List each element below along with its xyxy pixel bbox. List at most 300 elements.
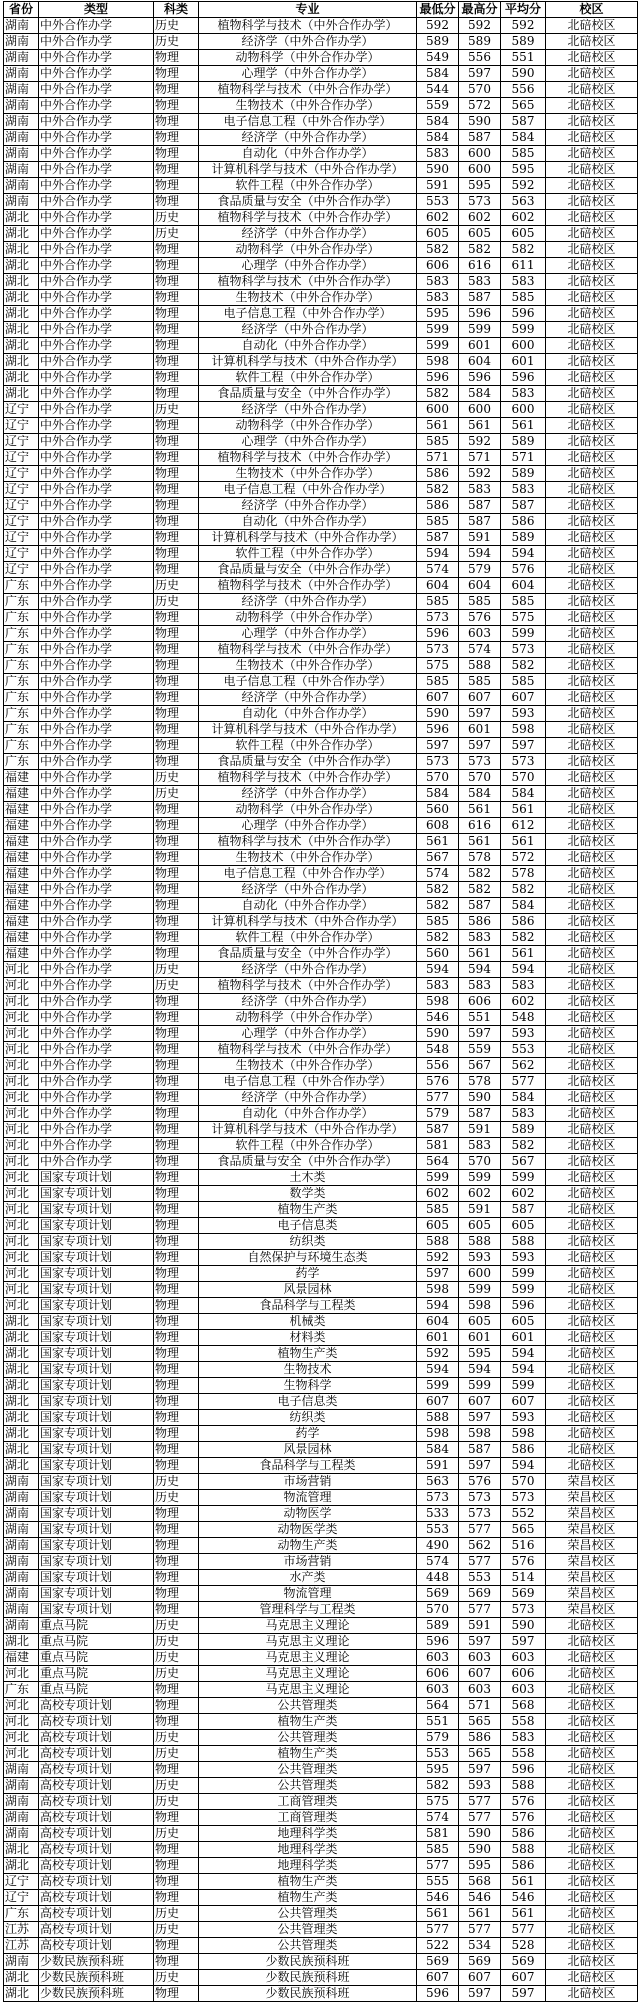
campus-cell: 北碚校区 — [546, 194, 638, 210]
province-cell: 河北 — [4, 1154, 39, 1170]
avg-score-cell: 599 — [501, 1282, 546, 1298]
table-row — [4, 242, 638, 258]
table-row — [4, 994, 638, 1010]
avg-score-cell: 583 — [501, 978, 546, 994]
campus-cell: 北碚校区 — [546, 354, 638, 370]
province-cell: 福建 — [4, 882, 39, 898]
campus-cell: 北碚校区 — [546, 50, 638, 66]
table-row — [4, 706, 638, 722]
table-row — [4, 1106, 638, 1122]
table-row — [4, 434, 638, 450]
table-row — [4, 1602, 638, 1618]
major-cell: 风景园林 — [199, 1282, 417, 1298]
type-cell: 中外合作办学 — [39, 18, 154, 34]
header-type: 类型 — [39, 2, 154, 18]
type-cell: 国家专项计划 — [39, 1394, 154, 1410]
major-cell: 食品质量与安全（中外合作办学） — [199, 754, 417, 770]
campus-cell: 北碚校区 — [546, 1954, 638, 1970]
header-major: 专业 — [199, 2, 417, 18]
campus-cell: 北碚校区 — [546, 1746, 638, 1762]
avg-score-cell: 596 — [501, 1762, 546, 1778]
category-cell: 物理 — [154, 146, 199, 162]
province-cell: 湖南 — [4, 1826, 39, 1842]
type-cell: 中外合作办学 — [39, 1010, 154, 1026]
avg-score-cell: 599 — [501, 1378, 546, 1394]
major-cell: 食品质量与安全（中外合作办学） — [199, 946, 417, 962]
avg-score-cell: 590 — [501, 1618, 546, 1634]
min-score-cell: 602 — [417, 1186, 459, 1202]
type-cell: 中外合作办学 — [39, 690, 154, 706]
table-row — [4, 1170, 638, 1186]
province-cell: 广东 — [4, 738, 39, 754]
campus-cell: 北碚校区 — [546, 306, 638, 322]
province-cell: 湖北 — [4, 1634, 39, 1650]
type-cell: 中外合作办学 — [39, 914, 154, 930]
min-score-cell: 587 — [417, 1122, 459, 1138]
max-score-cell: 603 — [459, 626, 501, 642]
max-score-cell: 602 — [459, 210, 501, 226]
table-row — [4, 1298, 638, 1314]
major-cell: 植物生产类 — [199, 1746, 417, 1762]
min-score-cell: 587 — [417, 530, 459, 546]
major-cell: 公共管理类 — [199, 1698, 417, 1714]
max-score-cell: 587 — [459, 1106, 501, 1122]
campus-cell: 北碚校区 — [546, 882, 638, 898]
table-row — [4, 1202, 638, 1218]
province-cell: 湖南 — [4, 1954, 39, 1970]
category-cell: 物理 — [154, 1522, 199, 1538]
province-cell: 湖北 — [4, 1426, 39, 1442]
province-cell: 辽宁 — [4, 466, 39, 482]
province-cell: 辽宁 — [4, 562, 39, 578]
table-row — [4, 818, 638, 834]
min-score-cell: 582 — [417, 242, 459, 258]
campus-cell: 北碚校区 — [546, 450, 638, 466]
type-cell: 中外合作办学 — [39, 482, 154, 498]
type-cell: 中外合作办学 — [39, 162, 154, 178]
max-score-cell: 583 — [459, 482, 501, 498]
campus-cell: 北碚校区 — [546, 1922, 638, 1938]
max-score-cell: 594 — [459, 962, 501, 978]
type-cell: 国家专项计划 — [39, 1522, 154, 1538]
min-score-cell: 596 — [417, 370, 459, 386]
table-row — [4, 1378, 638, 1394]
table-row — [4, 146, 638, 162]
max-score-cell: 577 — [459, 1794, 501, 1810]
max-score-cell: 534 — [459, 1938, 501, 1954]
max-score-cell: 571 — [459, 450, 501, 466]
table-row — [4, 338, 638, 354]
type-cell: 中外合作办学 — [39, 98, 154, 114]
province-cell: 广东 — [4, 690, 39, 706]
max-score-cell: 605 — [459, 1218, 501, 1234]
category-cell: 物理 — [154, 450, 199, 466]
table-row — [4, 642, 638, 658]
campus-cell: 荣昌校区 — [546, 1570, 638, 1586]
min-score-cell: 602 — [417, 210, 459, 226]
table-body — [4, 18, 638, 2002]
min-score-cell: 579 — [417, 1106, 459, 1122]
avg-score-cell: 600 — [501, 402, 546, 418]
campus-cell: 北碚校区 — [546, 66, 638, 82]
min-score-cell: 592 — [417, 18, 459, 34]
avg-score-cell: 561 — [501, 1874, 546, 1890]
table-row — [4, 1074, 638, 1090]
campus-cell: 北碚校区 — [546, 1394, 638, 1410]
province-cell: 河北 — [4, 1266, 39, 1282]
campus-cell: 北碚校区 — [546, 1986, 638, 2002]
campus-cell: 北碚校区 — [546, 658, 638, 674]
min-score-cell: 600 — [417, 402, 459, 418]
campus-cell: 北碚校区 — [546, 866, 638, 882]
campus-cell: 荣昌校区 — [546, 1522, 638, 1538]
table-row — [4, 98, 638, 114]
min-score-cell: 585 — [417, 1202, 459, 1218]
table-row — [4, 1362, 638, 1378]
min-score-cell: 599 — [417, 1170, 459, 1186]
max-score-cell: 573 — [459, 754, 501, 770]
major-cell: 生物技术 — [199, 1362, 417, 1378]
category-cell: 物理 — [154, 1298, 199, 1314]
min-score-cell: 584 — [417, 114, 459, 130]
province-cell: 湖北 — [4, 258, 39, 274]
province-cell: 辽宁 — [4, 546, 39, 562]
avg-score-cell: 576 — [501, 1794, 546, 1810]
major-cell: 经济学（中外合作办学） — [199, 1090, 417, 1106]
avg-score-cell: 561 — [501, 418, 546, 434]
max-score-cell: 616 — [459, 258, 501, 274]
category-cell: 物理 — [154, 1506, 199, 1522]
category-cell: 物理 — [154, 434, 199, 450]
min-score-cell: 608 — [417, 818, 459, 834]
table-row — [4, 1410, 638, 1426]
table-row — [4, 1650, 638, 1666]
category-cell: 历史 — [154, 402, 199, 418]
avg-score-cell: 528 — [501, 1938, 546, 1954]
max-score-cell: 551 — [459, 1010, 501, 1026]
table-row — [4, 1778, 638, 1794]
campus-cell: 荣昌校区 — [546, 1474, 638, 1490]
header-category: 科类 — [154, 2, 199, 18]
table-row — [4, 1282, 638, 1298]
table-row — [4, 1314, 638, 1330]
province-cell: 河北 — [4, 1666, 39, 1682]
min-score-cell: 597 — [417, 738, 459, 754]
type-cell: 国家专项计划 — [39, 1474, 154, 1490]
max-score-cell: 590 — [459, 1090, 501, 1106]
min-score-cell: 574 — [417, 866, 459, 882]
category-cell: 物理 — [154, 1154, 199, 1170]
table-row — [4, 1922, 638, 1938]
avg-score-cell: 599 — [501, 1170, 546, 1186]
campus-cell: 北碚校区 — [546, 18, 638, 34]
province-cell: 湖南 — [4, 146, 39, 162]
category-cell: 物理 — [154, 1538, 199, 1554]
campus-cell: 北碚校区 — [546, 146, 638, 162]
province-cell: 广东 — [4, 754, 39, 770]
table-row — [4, 578, 638, 594]
type-cell: 高校专项计划 — [39, 1762, 154, 1778]
avg-score-cell: 556 — [501, 82, 546, 98]
max-score-cell: 603 — [459, 1682, 501, 1698]
avg-score-cell: 573 — [501, 1602, 546, 1618]
campus-cell: 北碚校区 — [546, 1714, 638, 1730]
type-cell: 中外合作办学 — [39, 546, 154, 562]
campus-cell: 北碚校区 — [546, 1778, 638, 1794]
major-cell: 心理学（中外合作办学） — [199, 626, 417, 642]
type-cell: 中外合作办学 — [39, 498, 154, 514]
category-cell: 物理 — [154, 1090, 199, 1106]
min-score-cell: 563 — [417, 1474, 459, 1490]
type-cell: 重点马院 — [39, 1650, 154, 1666]
table-row — [4, 674, 638, 690]
avg-score-cell: 599 — [501, 1266, 546, 1282]
avg-score-cell: 593 — [501, 1250, 546, 1266]
max-score-cell: 607 — [459, 690, 501, 706]
type-cell: 国家专项计划 — [39, 1426, 154, 1442]
major-cell: 植物科学与技术（中外合作办学） — [199, 18, 417, 34]
min-score-cell: 592 — [417, 1250, 459, 1266]
min-score-cell: 607 — [417, 1394, 459, 1410]
table-row — [4, 498, 638, 514]
min-score-cell: 594 — [417, 962, 459, 978]
campus-cell: 北碚校区 — [546, 1426, 638, 1442]
type-cell: 国家专项计划 — [39, 1410, 154, 1426]
major-cell: 生物技术（中外合作办学） — [199, 466, 417, 482]
category-cell: 物理 — [154, 1266, 199, 1282]
type-cell: 国家专项计划 — [39, 1234, 154, 1250]
major-cell: 动物科学（中外合作办学） — [199, 242, 417, 258]
min-score-cell: 569 — [417, 1586, 459, 1602]
table-row — [4, 1874, 638, 1890]
campus-cell: 北碚校区 — [546, 162, 638, 178]
type-cell: 重点马院 — [39, 1618, 154, 1634]
max-score-cell: 585 — [459, 594, 501, 610]
major-cell: 心理学（中外合作办学） — [199, 66, 417, 82]
min-score-cell: 582 — [417, 386, 459, 402]
header-row — [4, 2, 638, 18]
category-cell: 物理 — [154, 1810, 199, 1826]
type-cell: 少数民族预科班 — [39, 1970, 154, 1986]
avg-score-cell: 583 — [501, 482, 546, 498]
table-row — [4, 834, 638, 850]
campus-cell: 北碚校区 — [546, 834, 638, 850]
table-row — [4, 1042, 638, 1058]
max-score-cell: 556 — [459, 50, 501, 66]
campus-cell: 北碚校区 — [546, 642, 638, 658]
max-score-cell: 590 — [459, 1826, 501, 1842]
type-cell: 高校专项计划 — [39, 1922, 154, 1938]
type-cell: 高校专项计划 — [39, 1746, 154, 1762]
major-cell: 计算机科学与技术（中外合作办学） — [199, 1122, 417, 1138]
campus-cell: 北碚校区 — [546, 1730, 638, 1746]
avg-score-cell: 563 — [501, 194, 546, 210]
category-cell: 物理 — [154, 98, 199, 114]
type-cell: 中外合作办学 — [39, 450, 154, 466]
category-cell: 历史 — [154, 1730, 199, 1746]
table-row — [4, 34, 638, 50]
major-cell: 计算机科学与技术（中外合作办学） — [199, 354, 417, 370]
province-cell: 河北 — [4, 1090, 39, 1106]
table-row — [4, 210, 638, 226]
category-cell: 物理 — [154, 1362, 199, 1378]
province-cell: 辽宁 — [4, 530, 39, 546]
avg-score-cell: 597 — [501, 1986, 546, 2002]
campus-cell: 北碚校区 — [546, 1010, 638, 1026]
min-score-cell: 555 — [417, 1874, 459, 1890]
type-cell: 中外合作办学 — [39, 866, 154, 882]
table-row — [4, 1730, 638, 1746]
province-cell: 湖北 — [4, 1858, 39, 1874]
table-row — [4, 1714, 638, 1730]
max-score-cell: 595 — [459, 1858, 501, 1874]
province-cell: 湖北 — [4, 1362, 39, 1378]
campus-cell: 北碚校区 — [546, 1106, 638, 1122]
major-cell: 动物生产类 — [199, 1538, 417, 1554]
type-cell: 重点马院 — [39, 1666, 154, 1682]
major-cell: 生物技术（中外合作办学） — [199, 98, 417, 114]
major-cell: 经济学（中外合作办学） — [199, 34, 417, 50]
province-cell: 湖南 — [4, 82, 39, 98]
major-cell: 管理科学与工程类 — [199, 1602, 417, 1618]
max-score-cell: 597 — [459, 1762, 501, 1778]
province-cell: 湖北 — [4, 1458, 39, 1474]
major-cell: 植物科学与技术（中外合作办学） — [199, 274, 417, 290]
table-row — [4, 1474, 638, 1490]
type-cell: 中外合作办学 — [39, 322, 154, 338]
min-score-cell: 596 — [417, 1634, 459, 1650]
major-cell: 工商管理类 — [199, 1794, 417, 1810]
campus-cell: 荣昌校区 — [546, 1554, 638, 1570]
major-cell: 生物科学 — [199, 1378, 417, 1394]
avg-score-cell: 594 — [501, 1362, 546, 1378]
table-row — [4, 898, 638, 914]
max-score-cell: 597 — [459, 1026, 501, 1042]
category-cell: 物理 — [154, 1106, 199, 1122]
province-cell: 河北 — [4, 1250, 39, 1266]
category-cell: 物理 — [154, 82, 199, 98]
category-cell: 物理 — [154, 1458, 199, 1474]
type-cell: 中外合作办学 — [39, 658, 154, 674]
campus-cell: 北碚校区 — [546, 722, 638, 738]
major-cell: 心理学（中外合作办学） — [199, 1026, 417, 1042]
category-cell: 物理 — [154, 514, 199, 530]
major-cell: 电子信息工程（中外合作办学） — [199, 1074, 417, 1090]
campus-cell: 北碚校区 — [546, 1858, 638, 1874]
campus-cell: 北碚校区 — [546, 914, 638, 930]
min-score-cell: 546 — [417, 1010, 459, 1026]
max-score-cell: 583 — [459, 1138, 501, 1154]
campus-cell: 北碚校区 — [546, 1202, 638, 1218]
major-cell: 电子信息工程（中外合作办学） — [199, 306, 417, 322]
major-cell: 食品科学与工程类 — [199, 1298, 417, 1314]
type-cell: 中外合作办学 — [39, 738, 154, 754]
province-cell: 辽宁 — [4, 1874, 39, 1890]
campus-cell: 北碚校区 — [546, 514, 638, 530]
type-cell: 中外合作办学 — [39, 770, 154, 786]
type-cell: 中外合作办学 — [39, 610, 154, 626]
type-cell: 中外合作办学 — [39, 242, 154, 258]
category-cell: 物理 — [154, 754, 199, 770]
province-cell: 湖南 — [4, 1570, 39, 1586]
type-cell: 中外合作办学 — [39, 642, 154, 658]
min-score-cell: 594 — [417, 1298, 459, 1314]
max-score-cell: 546 — [459, 1890, 501, 1906]
min-score-cell: 604 — [417, 1314, 459, 1330]
major-cell: 地理科学类 — [199, 1842, 417, 1858]
category-cell: 历史 — [154, 34, 199, 50]
min-score-cell: 585 — [417, 914, 459, 930]
category-cell: 物理 — [154, 1234, 199, 1250]
major-cell: 生物技术（中外合作办学） — [199, 850, 417, 866]
type-cell: 高校专项计划 — [39, 1714, 154, 1730]
campus-cell: 北碚校区 — [546, 1378, 638, 1394]
campus-cell: 北碚校区 — [546, 1218, 638, 1234]
table-row — [4, 530, 638, 546]
max-score-cell: 599 — [459, 322, 501, 338]
min-score-cell: 582 — [417, 882, 459, 898]
major-cell: 心理学（中外合作办学） — [199, 818, 417, 834]
major-cell: 公共管理类 — [199, 1906, 417, 1922]
table-row — [4, 1330, 638, 1346]
table-row — [4, 690, 638, 706]
max-score-cell: 569 — [459, 1586, 501, 1602]
category-cell: 物理 — [154, 914, 199, 930]
min-score-cell: 574 — [417, 1554, 459, 1570]
avg-score-cell: 582 — [501, 1138, 546, 1154]
campus-cell: 北碚校区 — [546, 898, 638, 914]
category-cell: 物理 — [154, 114, 199, 130]
campus-cell: 北碚校区 — [546, 386, 638, 402]
max-score-cell: 573 — [459, 1490, 501, 1506]
category-cell: 历史 — [154, 1826, 199, 1842]
min-score-cell: 585 — [417, 1842, 459, 1858]
campus-cell: 荣昌校区 — [546, 1506, 638, 1522]
min-score-cell: 585 — [417, 674, 459, 690]
campus-cell: 北碚校区 — [546, 1058, 638, 1074]
major-cell: 经济学（中外合作办学） — [199, 786, 417, 802]
major-cell: 物流管理 — [199, 1490, 417, 1506]
avg-score-cell: 583 — [501, 274, 546, 290]
avg-score-cell: 589 — [501, 530, 546, 546]
category-cell: 物理 — [154, 866, 199, 882]
campus-cell: 北碚校区 — [546, 1938, 638, 1954]
major-cell: 自动化（中外合作办学） — [199, 898, 417, 914]
province-cell: 辽宁 — [4, 402, 39, 418]
type-cell: 中外合作办学 — [39, 338, 154, 354]
avg-score-cell: 592 — [501, 178, 546, 194]
type-cell: 国家专项计划 — [39, 1250, 154, 1266]
category-cell: 物理 — [154, 738, 199, 754]
min-score-cell: 560 — [417, 946, 459, 962]
campus-cell: 北碚校区 — [546, 1330, 638, 1346]
campus-cell: 北碚校区 — [546, 930, 638, 946]
category-cell: 物理 — [154, 610, 199, 626]
max-score-cell: 561 — [459, 946, 501, 962]
max-score-cell: 600 — [459, 402, 501, 418]
table-row — [4, 1250, 638, 1266]
avg-score-cell: 568 — [501, 1698, 546, 1714]
major-cell: 植物科学与技术（中外合作办学） — [199, 642, 417, 658]
min-score-cell: 573 — [417, 1490, 459, 1506]
avg-score-cell: 584 — [501, 898, 546, 914]
category-cell: 历史 — [154, 578, 199, 594]
max-score-cell: 593 — [459, 1778, 501, 1794]
category-cell: 物理 — [154, 1394, 199, 1410]
province-cell: 江苏 — [4, 1938, 39, 1954]
avg-score-cell: 599 — [501, 322, 546, 338]
category-cell: 物理 — [154, 1074, 199, 1090]
